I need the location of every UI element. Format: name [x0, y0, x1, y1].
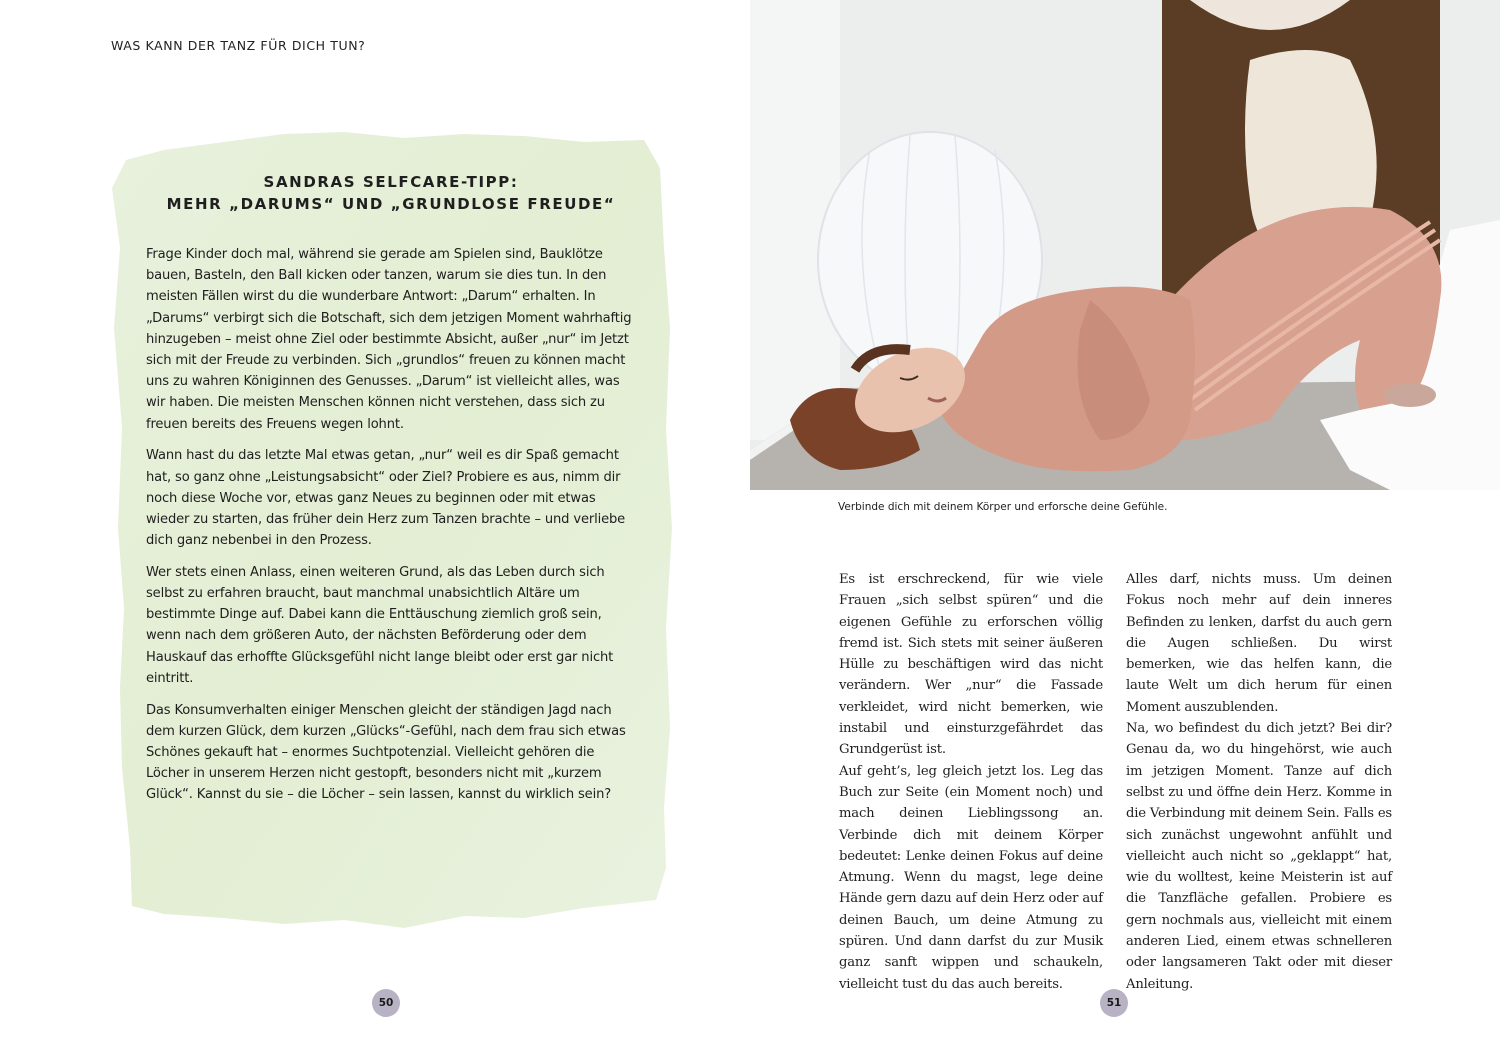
foot: [1384, 383, 1436, 407]
tip-body: [146, 244, 638, 816]
tip-title-line-1: SANDRAS SELFCARE-TIPP:: [263, 173, 519, 191]
running-head: WAS KANN DER TANZ FÜR DICH TUN?: [111, 38, 366, 53]
photo: [750, 0, 1500, 490]
tip-paragraph: Das Konsumverhalten einiger Menschen gleicht der ständigen Jagd nach dem kurzen Glück, dem kurzen „Glücks“-Gefühl, nach dem frau sich etwas Schönes gekauft hat – enormes Suchtpotenzial. Vielleicht gehören die Löcher in unserem Herzen nicht gestopft, besonders nicht mit „kurzem Glück“. Kannst du sie – die Löcher – sein lassen, kannst du wirklich sein?: [146, 702, 626, 803]
body-paragraph: Alles darf, nichts muss. Um deinen Fokus noch mehr auf dein inneres Befinden zu lenken, darfst du auch gern die Augen schließen. Du wirst bemerken, wie das helfen kann, die laute Welt um dich herum für einen Moment auszublenden.: [1126, 572, 1392, 715]
body-paragraph: Es ist erschreckend, für wie viele Frauen „sich selbst spüren“ und die eigenen Gefühle zu erforschen völlig fremd ist. Sich stets mit seiner äußeren Hülle zu beschäftigen wird das nicht verändern. Wer „nur“ die Fassade verkleidet, wird nicht bemerken, wie instabil und einsturzgefährdet das Grundgerüst ist.: [839, 572, 1103, 758]
text-column-2: [1126, 569, 1392, 995]
text-column-1: [839, 569, 1103, 995]
tip-paragraph: Wer stets einen Anlass, einen weiteren Grund, als das Leben durch sich selbst zu erfahren braucht, baut manchmal unabsichtlich Altäre um bestimmte Dinge auf. Dabei kann die Enttäuschung ziemlich groß sein, wenn nach dem größeren Auto, der nächsten Beförderung oder dem Hauskauf das erhoffte Glücksgefühl nicht lange bleibt oder erst gar nicht eintritt.: [146, 564, 614, 686]
body-paragraph: Na, wo befindest du dich jetzt? Bei dir? Genau da, wo du hingehörst, wie auch im jetzigen Moment. Tanze auf dich selbst zu und öffne dein Herz. Komme in die Verbindung mit deinem Sein. Falls es sich zunächst ungewohnt anfühlt und vielleicht auch nicht so „geklappt“ hat, wie du wolltest, keine Meisterin ist auf die Tanzfläche gefallen. Probiere es gern nochmals aus, vielleicht mit einem anderen Lied, einem etwas schnelleren oder langsameren Takt oder mit dieser Anleitung.: [1126, 721, 1392, 992]
photo-illustration: [750, 0, 1500, 490]
tip-title: [104, 171, 678, 215]
body-paragraph: Auf geht’s, leg gleich jetzt los. Leg das Buch zur Seite (ein Moment noch) und mach deinen Lieblingssong an. Verbinde dich mit deinem Körper bedeutet: Lenke deinen Fokus auf deine Atmung. Wenn du magst, lege deine Hände gern dazu auf dein Herz oder auf deinen Bauch, um deine Atmung zu spüren. Und dann darfst du zur Musik ganz sanft wippen und schaukeln, vielleicht tust du das auch bereits.: [839, 763, 1103, 992]
page-number-left: 50: [372, 989, 400, 1017]
page-number-right: 51: [1100, 989, 1128, 1017]
photo-caption: Verbinde dich mit deinem Körper und erforsche deine Gefühle.: [838, 501, 1168, 513]
tip-paragraph: Frage Kinder doch mal, während sie gerade am Spielen sind, Bauklötze bauen, Basteln, den Ball kicken oder tanzen, warum sie dies tun. In den meisten Fällen wirst du die wunderbare Antwort: „Darum“ erhalten. In „Darums“ verbirgt sich die Botschaft, sich dem jetzigen Moment wahrhaftig hinzugeben – meist ohne Ziel oder bestimmte Absicht, außer „nur“ im Jetzt sich mit der Freude zu verbinden. Sich „grundlos“ freuen zu können macht uns zu wahren Königinnen des Genusses. „Darum“ ist vielleicht alles, was wir haben. Die meisten Menschen können nicht verstehen, dass sich zu freuen bereits des Freuens wegen lohnt.: [146, 247, 632, 432]
tip-paragraph: Wann hast du das letzte Mal etwas getan, „nur“ weil es dir Spaß gemacht hat, so ganz ohne „Leistungsabsicht“ oder Ziel? Probiere es aus, nimm dir noch diese Woche vor, etwas ganz Neues zu beginnen oder mit etwas wieder zu starten, das früher dein Herz zum Tanzen brachte – und verliebe dich ganz nebenbei in den Prozess.: [146, 448, 626, 549]
tip-title-line-2: MEHR „DARUMS“ UND „GRUNDLOSE FREUDE“: [166, 195, 616, 213]
